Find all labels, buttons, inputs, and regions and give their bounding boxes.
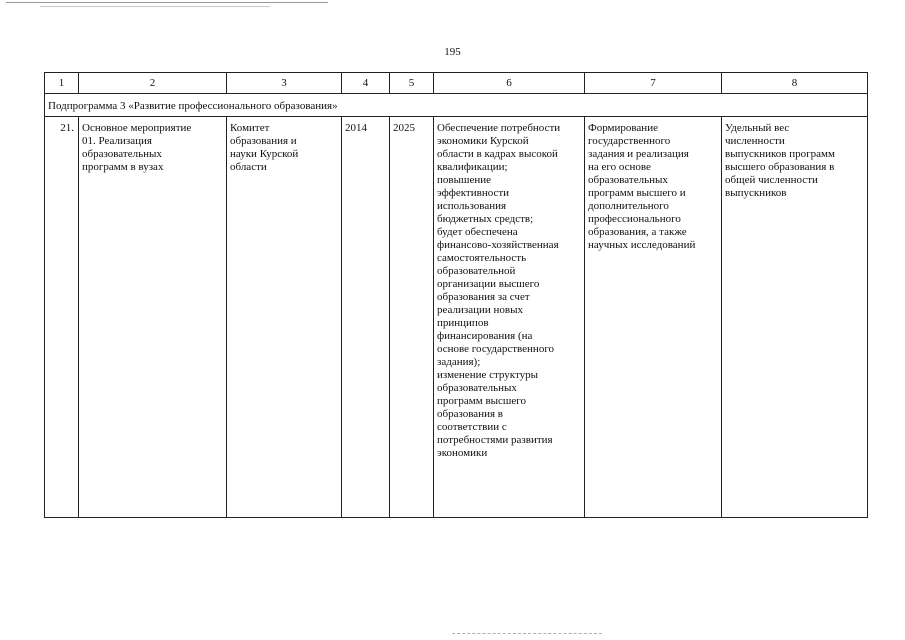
column-header: 4 — [342, 73, 390, 94]
main-directions-cell: Формирование государственного задания и реализация на его основе образовательных программ высшего и дополнительного профессионального образования, а также научных исследований — [585, 117, 722, 518]
row-number-cell: 21. — [45, 117, 79, 518]
start-year-cell: 2014 — [342, 117, 390, 518]
column-header: 5 — [390, 73, 434, 94]
column-header: 8 — [722, 73, 868, 94]
subprogram-row — [45, 94, 868, 117]
activity-cell: Основное мероприятие 01. Реализация образовательных программ в вузах — [79, 117, 227, 518]
executor-cell: Комитет образования и науки Курской области — [227, 117, 342, 518]
program-activities-table — [44, 72, 868, 518]
column-header: 7 — [585, 73, 722, 94]
column-header: 1 — [45, 73, 79, 94]
table-row — [45, 117, 868, 518]
column-header: 6 — [434, 73, 585, 94]
scan-artifact-line — [40, 6, 270, 7]
subprogram-title: Подпрограмма 3 «Развитие профессионального образования» — [45, 94, 868, 117]
scan-artifact-line — [452, 633, 602, 634]
page-number: 195 — [444, 46, 461, 58]
column-header: 2 — [79, 73, 227, 94]
expected-result-cell: Обеспечение потребности экономики Курской области в кадрах высокой квалификации; повышение эффективности использования бюджетных средств; будет обеспечена финансово-хозяйственная самостоятельность образовательной организации высшего образования за счет реализации новых принципов финансирования (на основе государственного задания); изменение структуры образовательных программ высшего образования в соответствии с потребностями развития экономики — [434, 117, 585, 518]
indicator-cell: Удельный вес численности выпускников программ высшего образования в общей численности выпускников — [722, 117, 868, 518]
end-year-cell: 2025 — [390, 117, 434, 518]
column-header: 3 — [227, 73, 342, 94]
scan-artifact-line — [6, 2, 328, 3]
column-number-row — [45, 73, 868, 94]
